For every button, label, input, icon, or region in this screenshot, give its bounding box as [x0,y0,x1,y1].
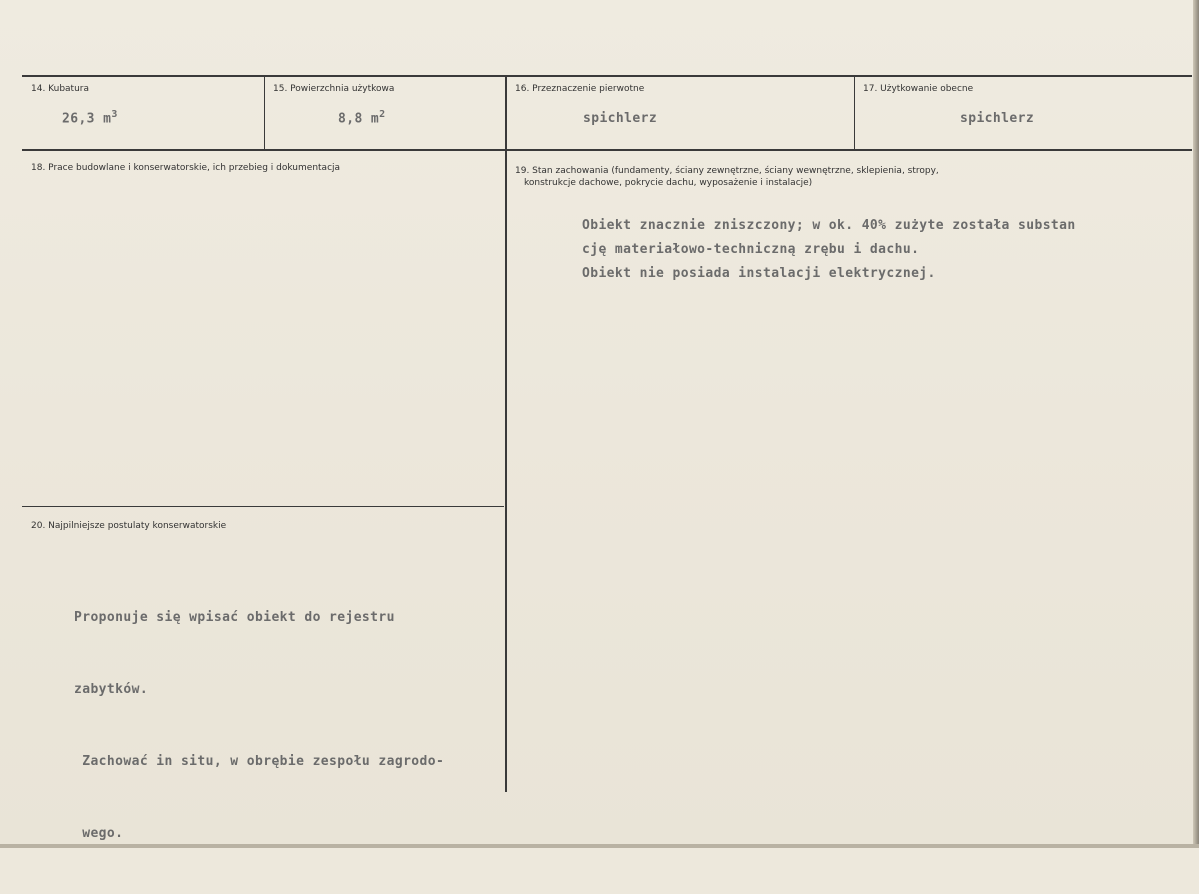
row1-rule [22,149,1192,151]
field-19-line: cję materiałowo-techniczną zrębu i dachu. [582,242,920,257]
field18-bottom-rule [22,506,504,507]
field-19-line: Obiekt znacznie zniszczony; w ok. 40% zużyte została substan [582,218,1076,233]
field-15-label: 15. Powierzchnia użytkowa [273,84,395,94]
field-15-exponent: 2 [379,109,386,120]
page-bottom-edge [0,844,1199,848]
field-14-number: 26,3 m [62,111,112,127]
field-20-line: Proponuje się wpisać obiekt do rejestru [74,610,395,625]
field-19-label-line1: 19. Stan zachowania (fundamenty, ściany zewnętrzne, ściany wewnętrzne, sklepienia, stropy, [515,166,939,176]
divider-14-15 [264,76,265,150]
field-16-value: spichlerz [583,111,658,126]
page-edge-shadow [1193,0,1199,848]
field-15-number: 8,8 m [338,111,380,127]
divider-main [505,76,507,792]
field-15-value [338,109,386,126]
field-16-label: 16. Przeznaczenie pierwotne [515,84,645,94]
field-19-text [582,214,1076,286]
field-20-line: zabytków. [74,682,149,697]
field-18-label: 18. Prace budowlane i konserwatorskie, ich przebieg i dokumentacja [31,163,341,173]
field-20-line: Zachować in situ, w obrębie zespołu zagrodo- [74,754,445,769]
field-20-label: 20. Najpilniejsze postulaty konserwatorskie [31,521,227,531]
field-14-exponent: 3 [111,109,118,120]
field-17-value: spichlerz [960,111,1035,126]
field-19-label-line2: konstrukcje dachowe, pokrycie dachu, wyposażenie i instalacje) [524,178,813,188]
top-rule [22,75,1192,77]
field-14-value [62,109,118,126]
field-14-label: 14. Kubatura [31,84,90,94]
divider-16-17 [854,76,855,150]
field-19-line: Obiekt nie posiada instalacji elektrycznej. [582,266,936,281]
field-17-label: 17. Użytkowanie obecne [863,84,974,94]
field-20-line: wego. [74,826,124,841]
